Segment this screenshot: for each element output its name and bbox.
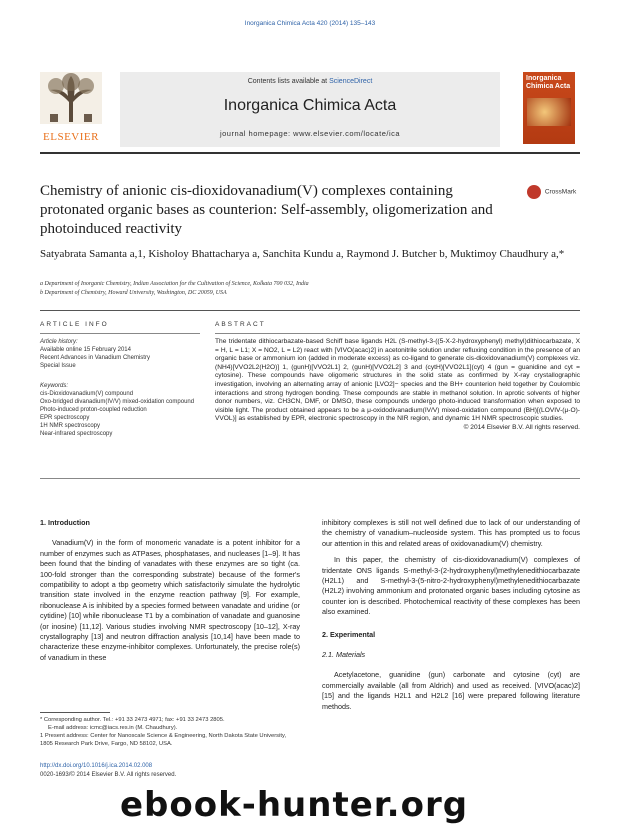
abstract-rule [215, 333, 580, 334]
subsection-heading-materials: 2.1. Materials [322, 650, 366, 660]
crossmark-icon [527, 185, 541, 199]
abstract-heading: ABSTRACT [215, 321, 266, 328]
author-list: Satyabrata Samanta a,1, Kisholoy Bhattacharya a, Sanchita Kundu a, Raymond J. Butcher b, Muktimoy Chaudhury a,* [40, 248, 565, 260]
affiliations [40, 280, 580, 298]
cover-title: Inorganica Chimica Acta [526, 75, 571, 90]
publisher-name: ELSEVIER [43, 131, 99, 143]
crossmark-badge[interactable] [527, 185, 587, 199]
watermark-text: ebook-hunter.org [120, 785, 469, 825]
article-info-heading: ARTICLE INFO [40, 321, 109, 328]
article-info [40, 338, 200, 438]
article-title: Chemistry of anionic cis-dioxidovanadium(V) complexes containing protonated organic bases as counterion: Self-assembly, oligomerization and photoinduced reactivity [40, 183, 493, 237]
history-line: Recent Advances in Vanadium Chemistry [40, 355, 150, 361]
issn-line: 0020-1693/© 2014 Elsevier B.V. All rights reserved. [40, 772, 177, 778]
keyword-item: Oxo-bridged divanadium(IV/V) mixed-oxidation compound [40, 399, 195, 405]
introduction-paragraph: Vanadium(V) in the form of monomeric vanadate is a potent inhibitor for a number of enzymes such as ATPases, phosphatases, and nucleases [1–9]. It has been found that the binding of vanadates with these enzymes are so tight (ca. 100-fold stronger than the corresponding substrate) because of the former's compatibility to adopt a tbp geometry which satisfactorily simulate the hydrolytic transition state involved in the enzyme reaction pathway [9]. For example, ribonuclease A is inhibited by a species formed between vanadate and uridine (or cytidine) [10] while ribonuclease T1 by a combination of vanadate and guanosine (or inosine) [11,12]. Various studies involving NMR spectroscopy [10–12], X-ray crystallography [13] and neutron diffraction analysis [10,14] have been made to characterize these enzyme-inhibitor complexes. Unfortunately, the precise role(s) of vanadium in these [40, 538, 300, 662]
body-column-left [40, 518, 300, 669]
history-line: Special Issue [40, 363, 76, 369]
journal-citation[interactable]: Inorganica Chimica Acta 420 (2014) 135–143 [244, 20, 376, 27]
footnote-corresponding: * Corresponding author. Tel.: +91 33 2473 4971; fax: +91 33 2473 2805. [40, 717, 225, 723]
doi-link[interactable]: http://dx.doi.org/10.1016/j.ica.2014.02.008 [40, 763, 153, 769]
contents-line [120, 72, 500, 85]
body-divider [40, 478, 580, 479]
history-label: Article history: [40, 339, 78, 345]
paper-scope-paragraph: In this paper, the chemistry of cis-dioxidovanadium(V) complexes of tridentate ONS ligands S-methyl-3-(2-hydroxyphenyl)methylenedithiocarbazate (H2L1) and S-methyl-3-(5-nitro-2-hydroxyphenyl)methylenedithiocarbazate (H2L2) involving ammonium and protonated organic bases including cytosine as counter ion is described. Photochemical reactivity of these complexes has been also examined. [322, 555, 580, 617]
section-heading-introduction: 1. Introduction [40, 518, 90, 527]
section-heading-experimental: 2. Experimental [322, 629, 376, 639]
elsevier-tree-icon [40, 72, 102, 124]
cover-image [527, 98, 571, 126]
abstract-body [215, 338, 580, 433]
article-info-rule [40, 333, 200, 334]
keywords-label: Keywords: [40, 383, 69, 389]
body-column-right [322, 518, 580, 718]
keyword-item: 1H NMR spectroscopy [40, 423, 101, 429]
abstract-text: The tridentate dithiocarbazate-based Schiff base ligands H2L (S-methyl-3-((5-X-2-hydroxyphenyl) methyl)dithiocarbazate, X = H, L = L1; X = NO2, L = L2) react with [VIVO(acac)2] in acetonitrile solution under refluxing condition in the presence of an organic base or ammonium ion (added in moderate excess) as co-ligand to generate cis-dioxidovanadium(V) complexes viz. (NH4)[VVO2L2(H2O)] 1, (gunH)[VVO2L1] 2, (gunH)[VVO2L2] 3 and (cytH)[VVO2L1](cyt) 4 (gun = guanidine and cyt = cytosine). These compounds have oligomeric structures in the solid state as confirmed by X-ray crystallographic investigation, involving an alternating array of anionic [LVO2]− species and the BH+ counterion held together by Coulombic interactions and strong hydrogen bonding. These compounds are stable in methanol solution. In aprotic solvents of higher donor numbers, viz. CH3CN, DMF, or DMSO, these compounds undergo photo-induced transformation when exposed to visible light. The product obtained appears to be a μ-oxidodivanadium(IV/V) mixed-oxidation compound (BH)[(LOVIV-(μ-O)-VVOL)] as established by EPR, electronic spectroscopy in the NIR region, and dynamic 1H NMR spectroscopic studies. [215, 338, 580, 423]
doi-block [40, 762, 176, 780]
footnotes [40, 716, 300, 748]
keyword-item: Photo-induced proton-coupled reduction [40, 407, 147, 413]
keyword-item: EPR spectroscopy [40, 415, 90, 421]
journal-name: Inorganica Chimica Acta [223, 97, 397, 114]
journal-cover [523, 72, 575, 144]
header-divider [40, 152, 580, 154]
history-line: Available online 15 February 2014 [40, 347, 131, 353]
footnote-rule [40, 712, 110, 713]
keyword-item: Near-infrared spectroscopy [40, 431, 113, 437]
elsevier-logo [40, 72, 110, 147]
keyword-item: cis-Dioxidovanadium(V) compound [40, 391, 134, 397]
materials-paragraph: Acetylacetone, guanidine (gun) carbonate and cytosine (cyt) are commercially available (all from Aldrich) and used as received. [VIVO(acac)2] [15] and the ligands H2L1 and H2L2 [16] were prepared following literature methods. [322, 670, 580, 711]
affiliation-b: b Department of Chemistry, Howard University, Washington, DC 20059, USA [40, 290, 227, 296]
footnote-present-address: 1 Present address: Center for Nanoscale Science & Engineering, North Dakota State University, 1805 Research Park Drive, Fargo, ND 58102, USA. [40, 733, 287, 747]
abstract-copyright: © 2014 Elsevier B.V. All rights reserved. [463, 423, 580, 431]
journal-homepage[interactable]: journal homepage: www.elsevier.com/locate/ica [219, 129, 401, 138]
crossmark-label: CrossMark [544, 188, 577, 196]
continued-paragraph: inhibitory complexes is still not well defined due to lack of our understanding of the chemistry of vanadium–nucleoside system. This has prompted us to focus our attention in this and related areas of oxidovanadium(V) chemistry. [322, 518, 580, 548]
footnote-email[interactable]: E-mail address: icmc@iacs.res.in (M. Chaudhury). [48, 725, 178, 731]
journal-masthead [120, 72, 500, 147]
affiliation-a: a Department of Inorganic Chemistry, Indian Association for the Cultivation of Science, Kolkata 700 032, India [40, 281, 309, 287]
sciencedirect-link[interactable]: ScienceDirect [329, 78, 373, 85]
contents-prefix: Contents lists available at [247, 78, 328, 85]
section-divider [40, 310, 580, 311]
